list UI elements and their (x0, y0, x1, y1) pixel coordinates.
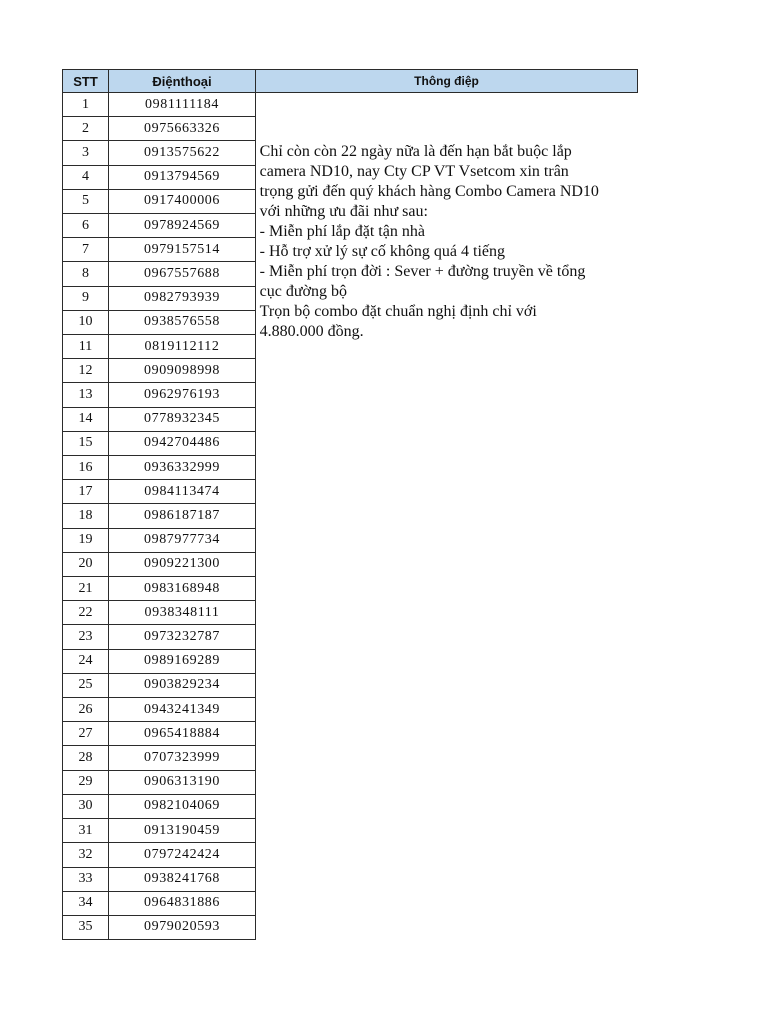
row-phone: 0982104069 (108, 795, 256, 819)
table-row (62, 771, 257, 795)
table-row (62, 383, 257, 407)
row-stt: 25 (62, 674, 109, 698)
row-stt: 5 (62, 190, 109, 214)
table-row (62, 166, 257, 190)
row-phone: 0967557688 (108, 262, 256, 286)
row-stt: 29 (62, 771, 109, 795)
table-row (62, 190, 257, 214)
row-stt: 4 (62, 166, 109, 190)
table-row (62, 262, 257, 286)
row-stt: 13 (62, 383, 109, 407)
table-row (62, 746, 257, 770)
table-header-row (62, 69, 638, 93)
row-stt: 15 (62, 432, 109, 456)
table-row (62, 480, 257, 504)
table-row (62, 117, 257, 141)
row-phone: 0903829234 (108, 674, 256, 698)
row-stt: 16 (62, 456, 109, 480)
table-row (62, 287, 257, 311)
table-row (62, 238, 257, 262)
row-list (62, 93, 257, 940)
table-row (62, 214, 257, 238)
row-stt: 20 (62, 553, 109, 577)
table-row (62, 93, 257, 117)
row-phone: 0909221300 (108, 553, 256, 577)
row-phone: 0984113474 (108, 480, 256, 504)
message-line: camera ND10, nay Cty CP VT Vsetcom xin trân (259, 163, 569, 180)
table-row (62, 553, 257, 577)
table-row (62, 722, 257, 746)
row-phone: 0989169289 (108, 650, 256, 674)
table-row (62, 674, 257, 698)
row-phone: 0965418884 (108, 722, 256, 746)
table-row (62, 408, 257, 432)
row-phone: 0938348111 (108, 601, 256, 625)
row-phone: 0982793939 (108, 287, 256, 311)
table-row (62, 625, 257, 649)
row-phone: 0913575622 (108, 141, 256, 165)
row-phone: 0707323999 (108, 746, 256, 770)
table-row (62, 650, 257, 674)
row-phone: 0979157514 (108, 238, 256, 262)
row-phone: 0778932345 (108, 408, 256, 432)
message-line: Trọn bộ combo đặt chuẩn nghị định chỉ với (259, 303, 537, 320)
table-row (62, 504, 257, 528)
table-row (62, 141, 257, 165)
row-phone: 0938576558 (108, 311, 256, 335)
contact-table (62, 69, 638, 940)
row-stt: 21 (62, 577, 109, 601)
table-row (62, 819, 257, 843)
row-stt: 17 (62, 480, 109, 504)
table-row (62, 359, 257, 383)
table-row (62, 456, 257, 480)
message-line: cục đường bộ (259, 283, 347, 300)
row-stt: 7 (62, 238, 109, 262)
table-body (62, 93, 638, 940)
row-phone: 0906313190 (108, 771, 256, 795)
row-phone: 0978924569 (108, 214, 256, 238)
row-phone: 0973232787 (108, 625, 256, 649)
message-line: - Hỗ trợ xử lý sự cố không quá 4 tiếng (259, 243, 505, 260)
row-stt: 18 (62, 504, 109, 528)
row-phone: 0981111184 (108, 93, 256, 117)
table-row (62, 867, 257, 891)
row-phone: 0819112112 (108, 335, 256, 359)
row-stt: 34 (62, 892, 109, 916)
row-phone: 0986187187 (108, 504, 256, 528)
table-row (62, 432, 257, 456)
table-row (62, 916, 257, 940)
row-stt: 26 (62, 698, 109, 722)
row-stt: 23 (62, 625, 109, 649)
table-row (62, 577, 257, 601)
table-row (62, 892, 257, 916)
row-stt: 10 (62, 311, 109, 335)
table-row (62, 601, 257, 625)
row-phone: 0964831886 (108, 892, 256, 916)
row-stt: 28 (62, 746, 109, 770)
header-message: Thông điệp (255, 69, 638, 93)
table-row (62, 843, 257, 867)
row-stt: 6 (62, 214, 109, 238)
row-phone: 0938241768 (108, 867, 256, 891)
row-stt: 14 (62, 408, 109, 432)
message-line: Chỉ còn còn 22 ngày nữa là đến hạn bắt buộc lắp (259, 143, 572, 160)
message-line: - Miễn phí trọn đời : Sever + đường truyền về tổng (259, 263, 586, 280)
table-row (62, 795, 257, 819)
row-stt: 1 (62, 93, 109, 117)
header-stt: STT (62, 69, 109, 93)
row-phone: 0913794569 (108, 166, 256, 190)
row-phone: 0962976193 (108, 383, 256, 407)
row-phone: 0936332999 (108, 456, 256, 480)
header-phone: Điệnthoại (108, 69, 256, 93)
row-stt: 19 (62, 529, 109, 553)
row-phone: 0917400006 (108, 190, 256, 214)
row-stt: 35 (62, 916, 109, 940)
message-line: - Miễn phí lắp đặt tận nhà (259, 223, 425, 240)
row-stt: 31 (62, 819, 109, 843)
row-stt: 3 (62, 141, 109, 165)
table-row (62, 311, 257, 335)
row-stt: 33 (62, 867, 109, 891)
table-row (62, 335, 257, 359)
row-stt: 32 (62, 843, 109, 867)
message-line: trọng gửi đến quý khách hàng Combo Camera ND10 (259, 183, 599, 200)
row-phone: 0979020593 (108, 916, 256, 940)
row-phone: 0909098998 (108, 359, 256, 383)
row-stt: 9 (62, 287, 109, 311)
row-stt: 30 (62, 795, 109, 819)
message-line: 4.880.000 đồng. (259, 323, 364, 340)
row-stt: 12 (62, 359, 109, 383)
row-phone: 0975663326 (108, 117, 256, 141)
table-row (62, 529, 257, 553)
row-stt: 8 (62, 262, 109, 286)
row-stt: 24 (62, 650, 109, 674)
row-phone: 0797242424 (108, 843, 256, 867)
row-phone: 0943241349 (108, 698, 256, 722)
row-stt: 22 (62, 601, 109, 625)
message-line: với những ưu đãi như sau: (259, 203, 428, 220)
row-stt: 2 (62, 117, 109, 141)
row-stt: 27 (62, 722, 109, 746)
table-row (62, 698, 257, 722)
row-stt: 11 (62, 335, 109, 359)
row-phone: 0913190459 (108, 819, 256, 843)
row-phone: 0942704486 (108, 432, 256, 456)
message-text (257, 93, 638, 342)
row-phone: 0983168948 (108, 577, 256, 601)
row-phone: 0987977734 (108, 529, 256, 553)
